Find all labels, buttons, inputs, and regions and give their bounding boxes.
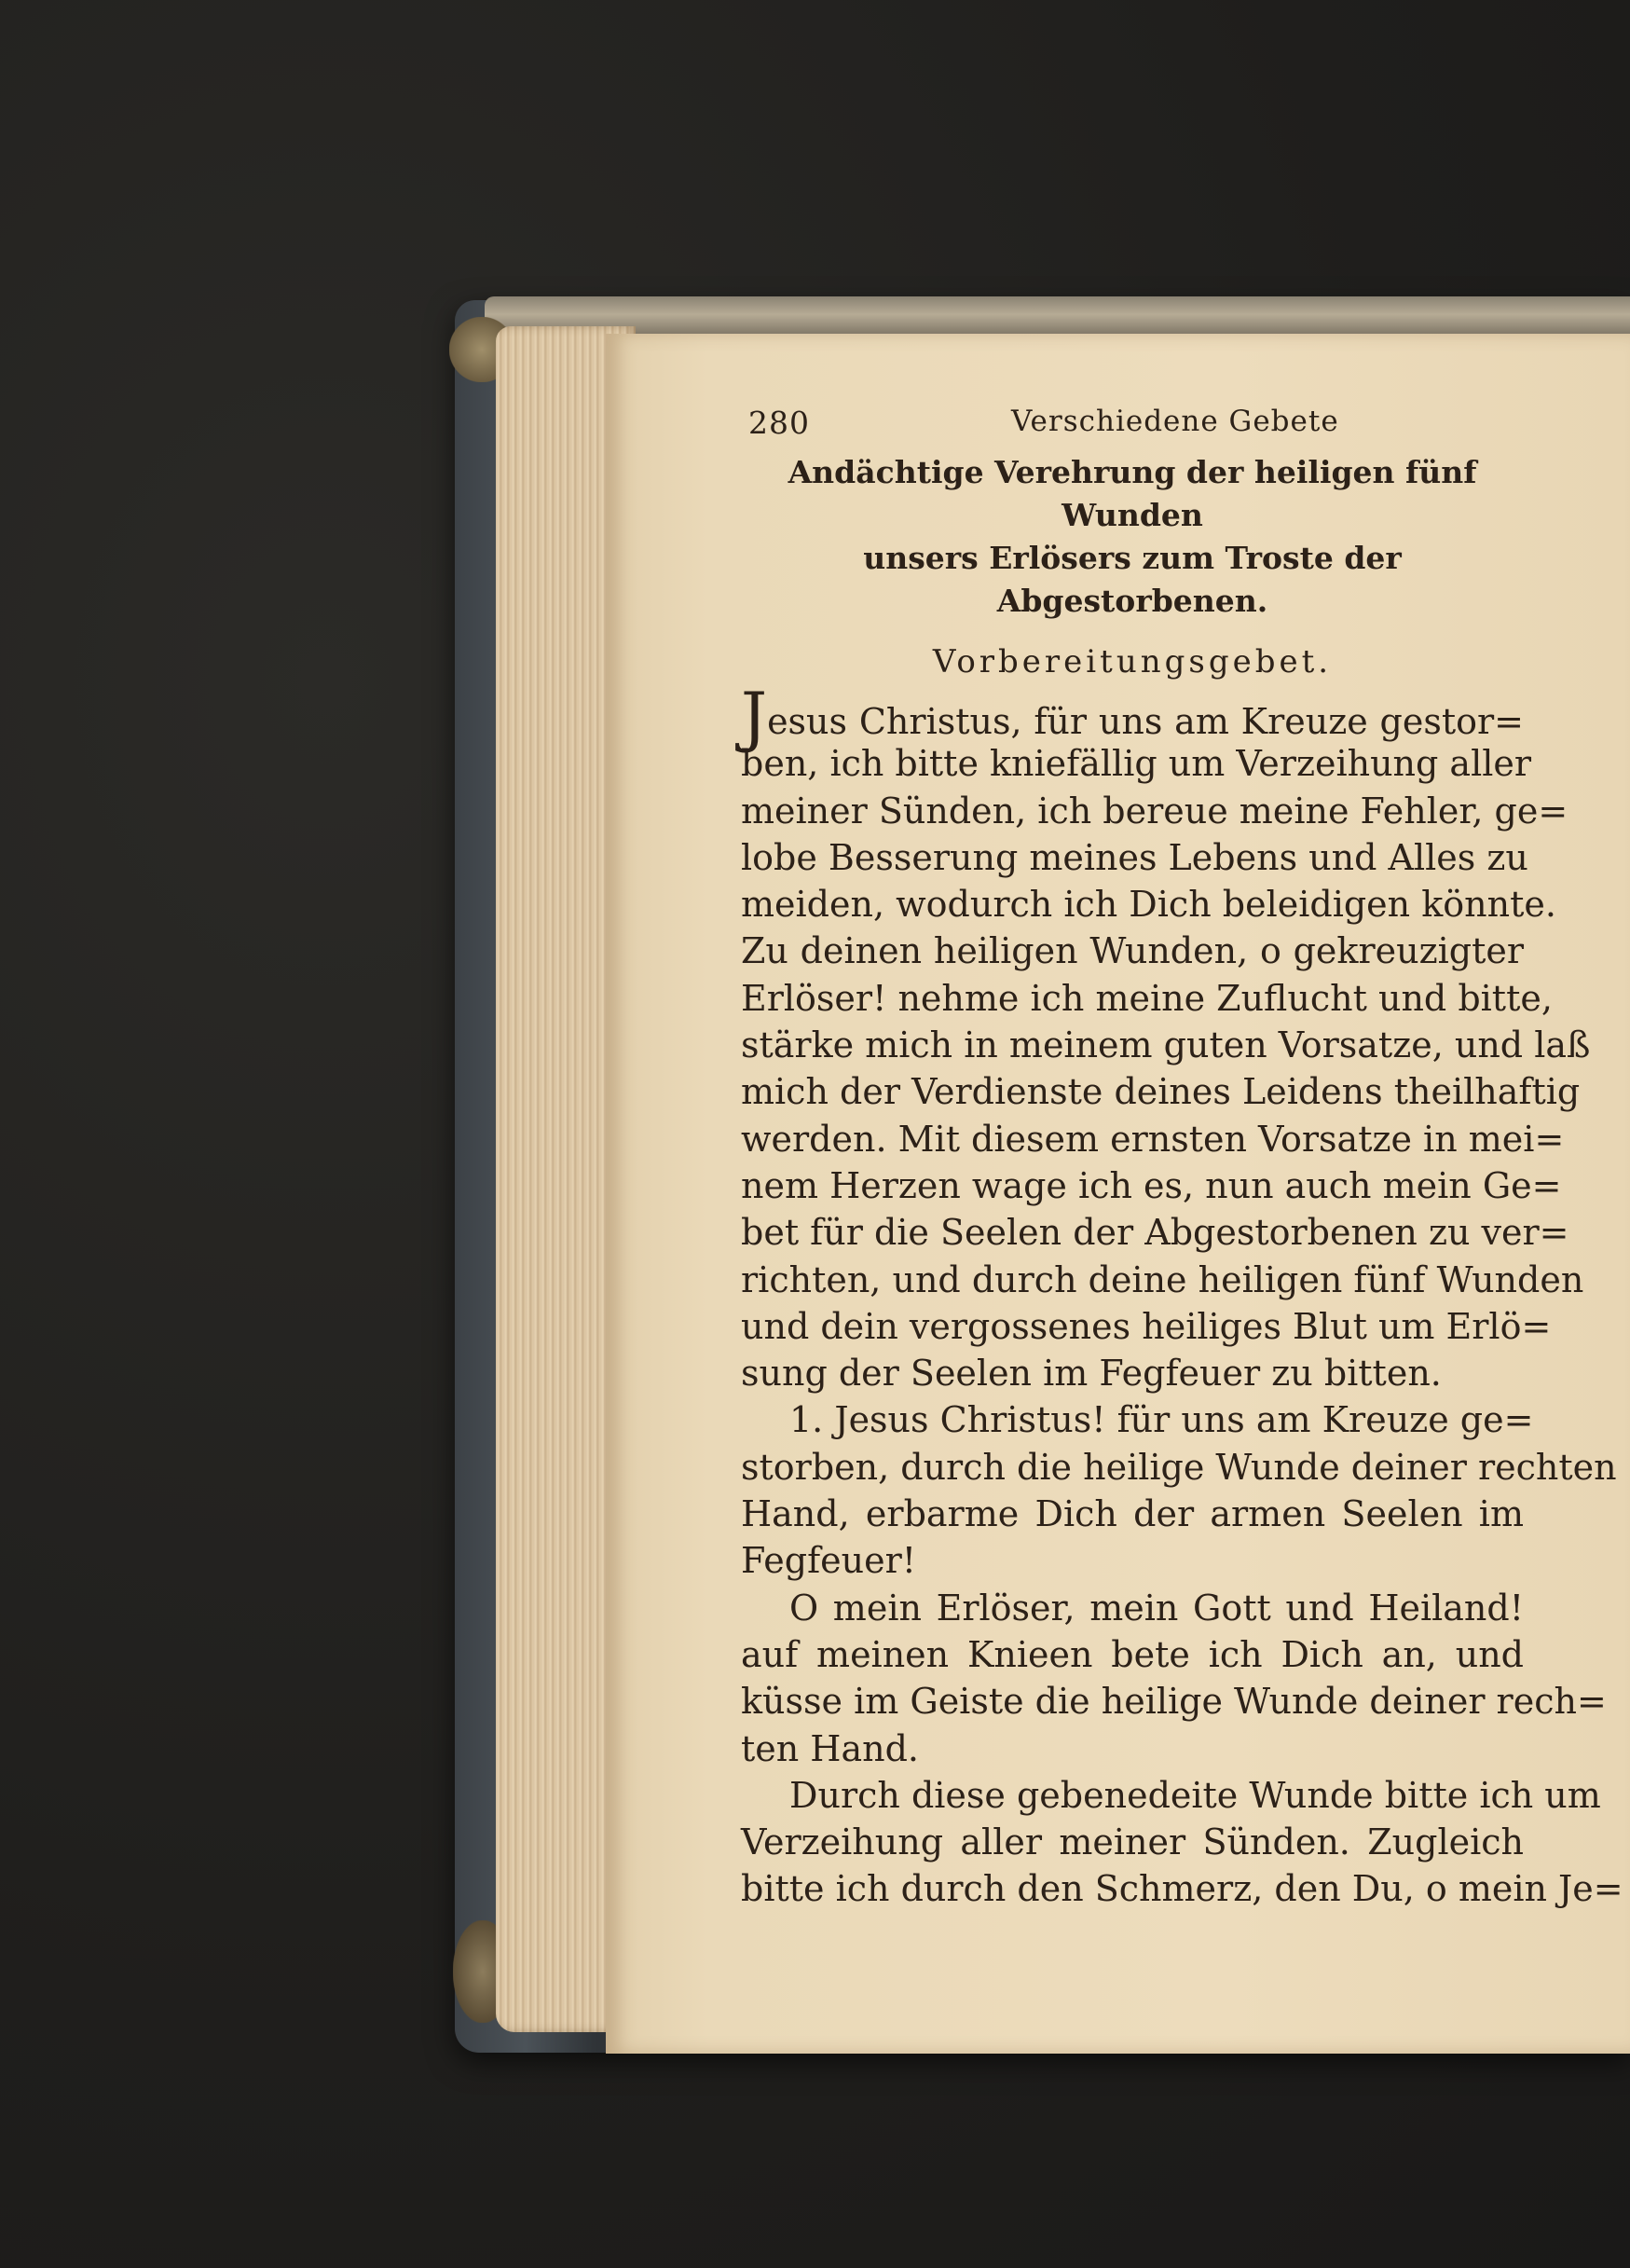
text-line: meiner Sünden, ich bereue meine Fehler, ge= [741, 790, 1568, 832]
text-line: richten, und durch deine heiligen fünf Wunden [741, 1258, 1584, 1300]
text-line: sung der Seelen im Fegfeuer zu bitten. [741, 1353, 1442, 1395]
paragraph [741, 679, 1591, 1396]
page-number: 280 [748, 405, 810, 441]
text-line: ten Hand. [741, 1727, 919, 1769]
text-line: storben, durch die heilige Wunde deiner rechten [741, 1446, 1617, 1488]
paragraph [741, 1772, 1623, 1913]
paragraph [741, 1396, 1617, 1584]
text-line: ben, ich bitte kniefällig um Verzeihung aller [741, 743, 1532, 785]
text-line: küsse im Geiste die heilige Wunde deiner rech= [741, 1681, 1607, 1723]
text-line: meiden, wodurch ich Dich beleidigen könnte. [741, 884, 1556, 926]
drop-cap: J [741, 679, 768, 755]
text-line: nem Herzen wage ich es, nun auch mein Ge= [741, 1164, 1562, 1206]
page-text-block [741, 392, 1623, 1913]
line-text: esus Christus, für uns am Kreuze gestor= [767, 701, 1524, 742]
text-line: bitte ich durch den Schmerz, den Du, o mein Je= [741, 1868, 1623, 1910]
text-line: werden. Mit diesem ernsten Vorsatze in mei= [741, 1118, 1565, 1160]
text-line: bet für die Seelen der Abgestorbenen zu ver= [741, 1212, 1569, 1254]
text-line: lobe Besserung meines Lebens und Alles zu [741, 836, 1528, 878]
text-line: und dein vergossenes heiliges Blut um Erlö= [741, 1305, 1552, 1347]
section-heading-line: unsers Erlösers zum Troste der Abgestorbenen. [863, 540, 1402, 619]
running-title: Verschiedene Gebete [1011, 405, 1339, 438]
text-line [741, 679, 1524, 755]
section-heading-line: Andächtige Verehrung der heiligen fünf Wunden [788, 454, 1477, 533]
text-line: Zu deinen heiligen Wunden, o gekreuzigter [741, 930, 1524, 972]
text-line: auf meinen Knieen bete ich Dich an, und [741, 1633, 1524, 1675]
text-line: stärke mich in meinem guten Vorsatze, und laß [741, 1024, 1591, 1066]
text-line: Verzeihung aller meiner Sünden. Zugleich [741, 1821, 1524, 1863]
text-line: Durch diese gebenedeite Wunde bitte ich um [789, 1774, 1601, 1816]
paragraph [741, 1585, 1607, 1772]
text-line: mich der Verdienste deines Leidens theilhaftig [741, 1071, 1581, 1113]
text-line: Fegfeuer! [741, 1540, 917, 1582]
text-line: Erlöser! nehme ich meine Zuflucht und bitte, [741, 977, 1553, 1019]
prayer-subheading: Vorbereitungsgebet. [932, 643, 1333, 680]
text-line: O mein Erlöser, mein Gott und Heiland! [789, 1587, 1524, 1629]
section-heading [741, 451, 1524, 623]
text-line: Hand, erbarme Dich der armen Seelen im [741, 1493, 1524, 1535]
running-head [741, 392, 1524, 447]
text-line: 1. Jesus Christus! für uns am Kreuze ge= [789, 1399, 1534, 1441]
